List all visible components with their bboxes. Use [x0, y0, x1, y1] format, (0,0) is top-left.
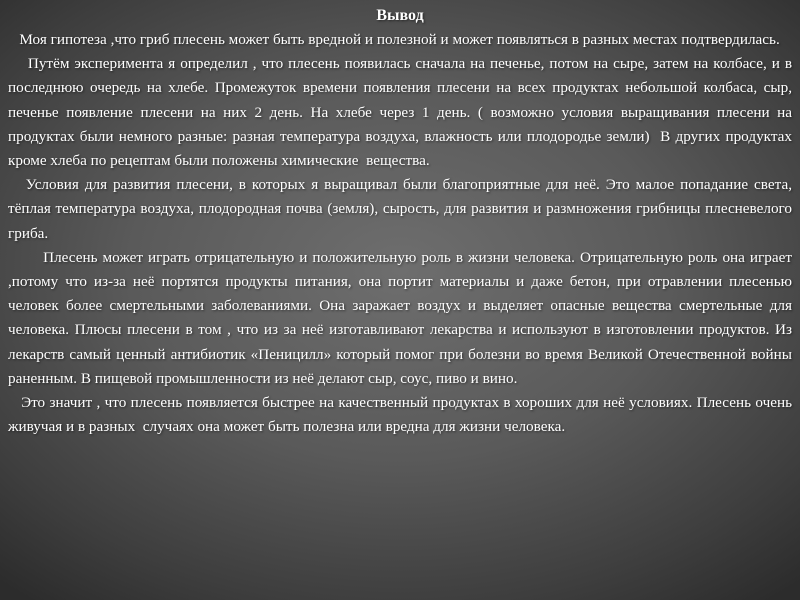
slide-title: Вывод: [376, 7, 424, 24]
paragraph-hypothesis: Моя гипотеза ,что гриб плесень может быть вредной и полезной и может появляться в разных местах подтвердилась.: [8, 31, 780, 48]
conclusion-slide: [8, 4, 796, 439]
paragraph-summary: Это значит , что плесень появляется быстрее на качественный продуктах в хороших для неё условиях. Плесень очень живучая и в разных случаях она может быть полезна или вредна для жизни человека.: [8, 394, 796, 436]
paragraph-role: Плесень может играть отрицательную и положительную роль в жизни человека. Отрицательную роль она играет ,потому что из-за неё портятся продукты питания, она портит материалы и даже бетон, при отравлении плесенью человек более смертельными заболеваниями. Она заражает воздух и выделяет опасные вещества смертельные для человека. Плюсы плесени в том , что из за неё изготавливают лекарства и используют в изготовлении продуктов. Из лекарств самый ценный антибиотик «Пеницилл» который помог при болезни во время Великой Отечественной войны раненным. В пищевой промышленности из неё делают сыр, соус, пиво и вино.: [8, 248, 796, 387]
paragraph-experiment: Путём эксперимента я определил , что плесень появилась сначала на печенье, потом на сыре, затем на колбасе, и в последнюю очередь на хлебе. Промежуток времени появления плесени на всех продуктах небольшой колбаса, сыр, печенье появление плесени на них 2 день. На хлебе через 1 день. ( возможно условия выращивания плесени на продуктах были немного разные: разная температура воздуха, влажность или плодородье земли) В других продуктах кроме хлеба по рецептам были положены химические вещества.: [8, 55, 796, 170]
paragraph-conditions: Условия для развития плесени, в которых я выращивал были благоприятные для неё. Это малое попадание света, тёплая температура воздуха, плодородная почва (земля), сырость, для развития и размножения грибницы плесневелого гриба.: [8, 176, 796, 242]
